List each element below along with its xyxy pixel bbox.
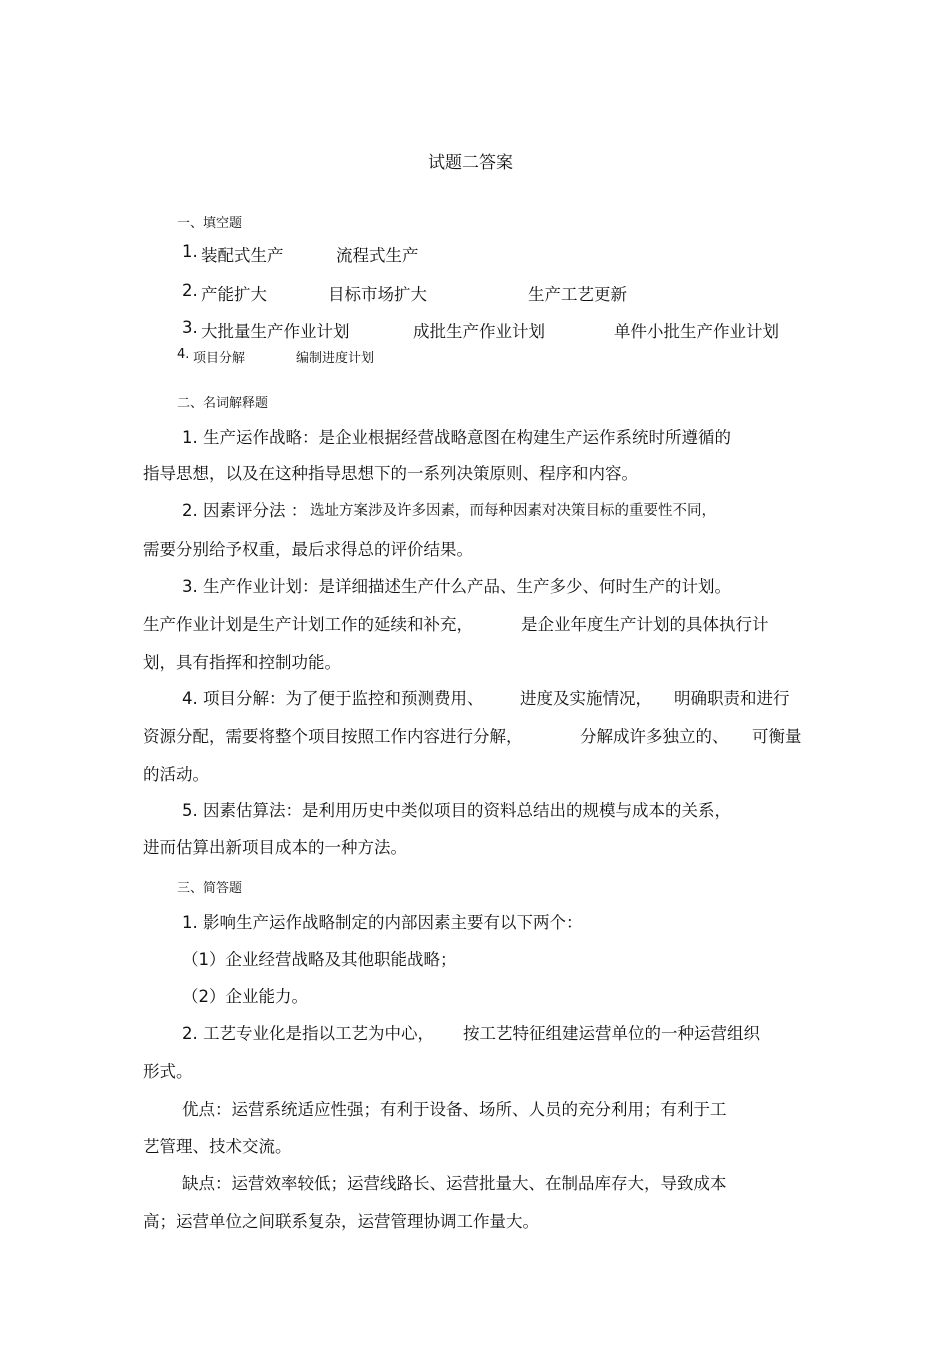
- answer-2-line-1b: 按工艺特征组建运营单位的一种运营组织: [463, 1024, 760, 1043]
- section-heading-terms: 二、名词解释题: [177, 396, 269, 411]
- term-1-line-1: 1. 生产运作战略：是企业根据经营战略意图在构建生产运作系统时所遵循的: [182, 428, 731, 447]
- term-4-line-1a: 4. 项目分解：为了便于监控和预测费用、: [182, 689, 484, 708]
- answer-1-item-2: （2）企业能力。: [182, 987, 308, 1006]
- fill-answer-2a: 产能扩大: [201, 285, 267, 304]
- answer-2-cons-line-2: 高；运营单位之间联系复杂，运营管理协调工作量大。: [143, 1212, 539, 1231]
- term-2-label: 2. 因素评分法 ：: [182, 501, 308, 520]
- term-4-line-2b: 分解成许多独立的、: [580, 727, 729, 746]
- fill-answer-3c: 单件小批生产作业计划: [614, 322, 779, 341]
- term-3-line-2b: 是企业年度生产计划的具体执行计: [521, 615, 769, 634]
- fill-answer-3b: 成批生产作业计划: [413, 322, 545, 341]
- answer-2-pros-line-1: 优点：运营系统适应性强；有利于设备、场所、人员的充分利用；有利于工: [182, 1100, 727, 1119]
- fill-answer-4-num: 4.: [177, 347, 190, 362]
- term-2-line-1: 选址方案涉及许多因素，而每种因素对决策目标的重要性不同，: [310, 503, 716, 519]
- answer-2-line-2: 形式。: [143, 1062, 193, 1081]
- answer-1-item-1: （1）企业经营战略及其他职能战略；: [182, 950, 457, 969]
- term-5-line-2: 进而估算出新项目成本的一种方法。: [143, 838, 407, 857]
- fill-answer-2-num: 2.: [182, 281, 198, 300]
- fill-answer-4a: 项目分解: [193, 351, 246, 366]
- term-3-line-3: 划，具有指挥和控制功能。: [143, 653, 341, 672]
- term-3-line-1: 3. 生产作业计划：是详细描述生产什么产品、生产多少、何时生产的计划。: [182, 577, 731, 596]
- section-heading-fill-in: 一、填空题: [177, 216, 243, 231]
- answer-2-pros-line-2: 艺管理、技术交流。: [143, 1137, 292, 1156]
- fill-answer-1b: 流程式生产: [336, 246, 419, 265]
- term-4-line-1c: 明确职责和进行: [674, 689, 790, 708]
- page-title: 试题二答案: [428, 153, 513, 173]
- section-heading-short-answer: 三、简答题: [177, 881, 243, 896]
- fill-answer-1-num: 1.: [182, 242, 198, 261]
- fill-answer-4b: 编制进度计划: [296, 351, 375, 366]
- term-3-line-2a: 生产作业计划是生产计划工作的延续和补充，: [143, 615, 473, 634]
- answer-1-line-1: 1. 影响生产运作战略制定的内部因素主要有以下两个：: [182, 913, 583, 932]
- term-4-line-3: 的活动。: [143, 765, 209, 784]
- term-2-line-2: 需要分别给予权重，最后求得总的评价结果。: [143, 540, 473, 559]
- answer-2-cons-line-1: 缺点：运营效率较低；运营线路长、运营批量大、在制品库存大，导致成本: [182, 1174, 727, 1193]
- fill-answer-2b: 目标市场扩大: [328, 285, 427, 304]
- term-4-line-1b: 进度及实施情况，: [520, 689, 652, 708]
- term-1-line-2: 指导思想，以及在这种指导思想下的一系列决策原则、程序和内容。: [143, 464, 638, 483]
- fill-answer-2c: 生产工艺更新: [528, 285, 627, 304]
- term-4-line-2c: 可衡量: [752, 727, 802, 746]
- term-4-line-2a: 资源分配，需要将整个项目按照工作内容进行分解，: [143, 727, 523, 746]
- term-5-line-1: 5. 因素估算法：是利用历史中类似项目的资料总结出的规模与成本的关系，: [182, 801, 731, 820]
- answer-2-line-1a: 2. 工艺专业化是指以工艺为中心，: [182, 1024, 434, 1043]
- fill-answer-3-num: 3.: [182, 318, 198, 337]
- fill-answer-3a: 大批量生产作业计划: [201, 322, 350, 341]
- fill-answer-1a: 装配式生产: [201, 246, 284, 265]
